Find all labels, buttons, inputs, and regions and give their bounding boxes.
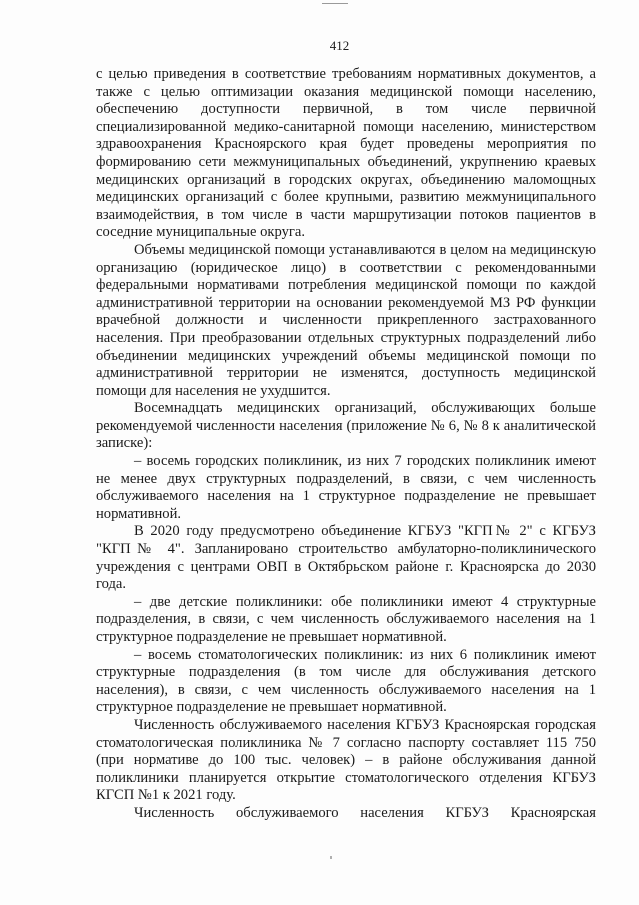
list-item-dental-polyclinics: – восемь стоматологических поликлиник: из них 6 поликлиник имеют структурные подразделения (в том числе для обслуживания детского населения), в связи, с чем численность обслуживаемого населения на 1 структурное подразделение не превышает нормативной. [96, 646, 596, 716]
page-number: 412 [329, 38, 350, 53]
paragraph-trailing: Численность обслуживаемого населения КГБУЗ Красноярская [134, 804, 596, 821]
scan-artifact-top [322, 3, 348, 4]
list-item-children-polyclinics: – две детские поликлиники: обе поликлиники имеют 4 структурные подразделения, в связи, с чем численность обслуживаемого населения на 1 структурное подразделение не превышает нормативной. [96, 593, 596, 645]
paragraph-continuation: с целью приведения в соответствие требованиям нормативных документов, а также с целью оптимизации оказания медицинской помощи населению, обеспечению доступности первичной, в том числе первичной специализированной медико-санитарной помощи населению, министерством здравоохранения Красноярского края будет проведены мероприятия по формированию сети межмуниципальных объединений, укрупнению краевых медицинских организаций в городских округах, объединению маломощных медицинских организаций с более крупными, развитию межмуниципального взаимодействия, в том числе в части маршрутизации потоков пациентов в соседние муниципальные округа. [96, 66, 596, 241]
paragraph-dental-clinic-7: Численность обслуживаемого населения КГБУЗ Красноярская городская стоматологическая поликлиника № 7 согласно паспорту составляет 115 750 (при нормативе до 100 тыс. человек) – в районе обслуживания данной поликлиники планируется открытие стоматологического отделения КГБУЗ КГСП №1 к 2021 году. [96, 716, 596, 804]
paragraph-merger-2020: В 2020 году предусмотрено объединение КГБУЗ "КГП№ 2" с КГБУЗ "КГП№ 4". Запланировано строительство амбулаторно-поликлинического учреждения с центрами ОВП в Октябрьском районе г. Красноярска до 2030 года. [96, 523, 596, 593]
scan-artifact-bottom [330, 856, 332, 859]
paragraph-volumes: Объемы медицинской помощи устанавливаются в целом на медицинскую организацию (юридическое лицо) в соответствии с рекомендованными федеральными нормативами потребления медицинской помощи по каждой административной территории на основании рекомендуемой МЗ РФ функции врачебной должности и численности прикрепленного застрахованного населения. При преобразовании отдельных структурных подразделений либо объединении медицинских учреждений объемы медицинской помощи по административной территории не изменятся, доступность медицинской помощи для населения не ухудшится. [96, 241, 596, 399]
list-item-city-polyclinics: – восемь городских поликлиник, из них 7 городских поликлиник имеют не менее двух структурных подразделений, в связи, с чем численность обслуживаемого населения на 1 структурное подразделение не превышает нормативной. [96, 453, 596, 522]
paragraph-eighteen-organizations: Восемнадцать медицинских организаций, обслуживающих больше рекомендуемой численности населения (приложение № 6, № 8 к аналитической записке): [96, 400, 596, 452]
document-body [96, 66, 596, 823]
